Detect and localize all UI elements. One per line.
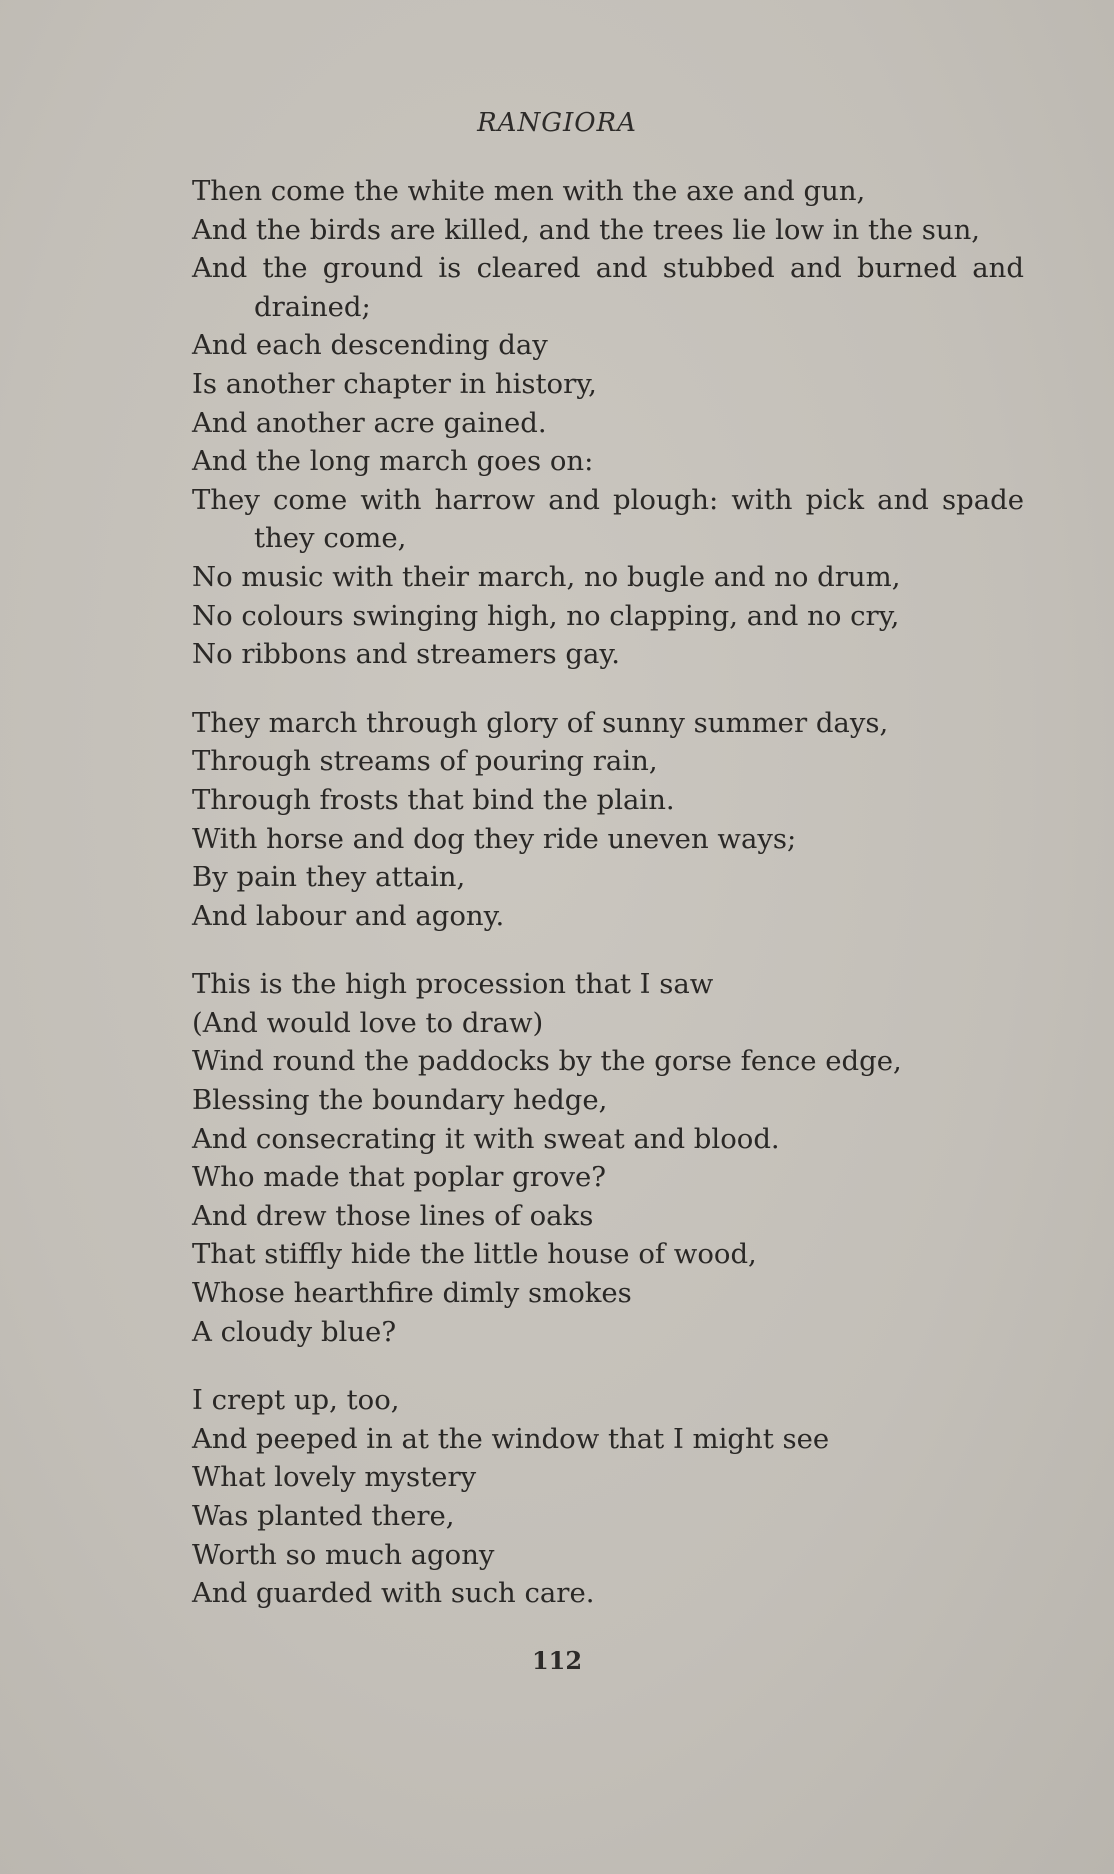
poem-line: And the birds are killed, and the trees lie low in the sun, [192, 213, 981, 246]
poem [192, 172, 1052, 1613]
poem-line: What lovely mystery [192, 1461, 477, 1494]
stanza [192, 172, 1052, 674]
poem-line: No music with their march, no bugle and no drum, [192, 560, 901, 593]
poem-line: And peeped in at the window that I might see [192, 1422, 830, 1455]
poem-line: Through frosts that bind the plain. [192, 783, 675, 816]
poem-line: And another acre gained. [192, 406, 547, 439]
page-number: 112 [531, 1646, 583, 1675]
poem-line: Wind round the paddocks by the gorse fence edge, [192, 1045, 902, 1078]
poem-line: They march through glory of sunny summer days, [192, 706, 889, 739]
poem-line: And consecrating it with sweat and blood. [192, 1122, 780, 1155]
poem-line: Who made that poplar grove? [192, 1161, 607, 1194]
poem-line: And each descending day [192, 329, 548, 362]
poem-line: Whose hearthfire dimly smokes [192, 1277, 632, 1310]
poem-line: And guarded with such care. [192, 1577, 595, 1610]
poem-line-continuation: drained; [254, 290, 371, 323]
running-head: RANGIORA [477, 108, 637, 138]
poem-line: No ribbons and streamers gay. [192, 638, 621, 671]
poem-line: By pain they attain, [192, 861, 466, 894]
poem-line: And the ground is cleared and stubbed and burned and [192, 252, 1024, 285]
poem-line: That stiffly hide the little house of wood, [192, 1238, 757, 1271]
poem-line: Through streams of pouring rain, [192, 745, 658, 778]
poem-line: No colours swinging high, no clapping, and no cry, [192, 599, 900, 632]
poem-line: Worth so much agony [192, 1538, 495, 1571]
stanza [192, 1381, 1052, 1613]
poem-line: Is another chapter in history, [192, 367, 597, 400]
poem-line: (And would love to draw) [192, 1006, 544, 1039]
poem-line: This is the high procession that I saw [192, 968, 714, 1001]
poem-line: And the long march goes on: [192, 445, 594, 478]
poem-line: And labour and agony. [192, 899, 505, 932]
poem-line-continuation: they come, [254, 522, 407, 555]
stanza [192, 704, 1052, 936]
poem-line: They come with harrow and plough: with pick and spade [192, 483, 1024, 516]
poem-line: Was planted there, [192, 1500, 455, 1532]
poem-line: A cloudy blue? [192, 1315, 397, 1348]
poem-line: Blessing the boundary hedge, [192, 1084, 608, 1117]
poem-line: I crept up, too, [192, 1384, 400, 1417]
poem-line: Then come the white men with the axe and gun, [192, 175, 866, 207]
poem-line: With horse and dog they ride uneven ways; [192, 822, 797, 855]
stanza [192, 965, 1052, 1351]
poem-line: And drew those lines of oaks [192, 1199, 594, 1232]
